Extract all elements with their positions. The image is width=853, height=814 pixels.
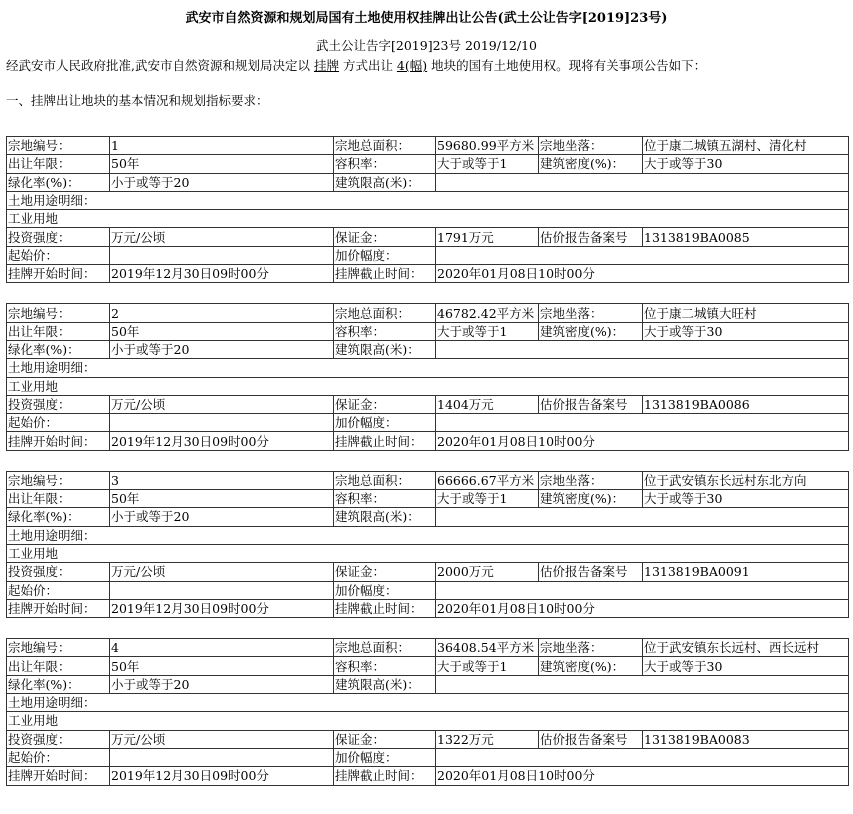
start-time-label: 挂牌开始时间： [7, 265, 110, 283]
table-spacer [6, 451, 848, 471]
deposit-value: 2000万元 [436, 563, 539, 581]
plot-ratio-value: 大于或等于1 [436, 490, 539, 508]
table-row [7, 304, 849, 322]
table-row [7, 490, 849, 508]
end-time-value: 2020年01月08日10时00分 [436, 265, 849, 283]
parcel-table [6, 471, 849, 618]
density-label: 建筑密度(%)： [539, 322, 643, 340]
intro-text-3: 地块的国有土地使用权。现将有关事项公告如下： [427, 58, 707, 73]
term-label: 出让年限： [7, 155, 110, 173]
table-row [7, 246, 849, 264]
table-row [7, 414, 849, 432]
location-label: 宗地坐落： [539, 639, 643, 657]
density-value: 大于或等于30 [643, 490, 849, 508]
start-price-label: 起始价： [7, 748, 110, 766]
table-row [7, 155, 849, 173]
density-label: 建筑密度(%)： [539, 657, 643, 675]
table-row [7, 694, 849, 712]
investment-label: 投资强度： [7, 730, 110, 748]
term-label: 出让年限： [7, 490, 110, 508]
end-time-label: 挂牌截止时间： [334, 432, 436, 450]
density-value: 大于或等于30 [643, 322, 849, 340]
increment-value [436, 748, 849, 766]
appraisal-label: 估价报告备案号 [539, 730, 643, 748]
table-row [7, 471, 849, 489]
location-label: 宗地坐落： [539, 137, 643, 155]
total-area-value: 59680.99平方米 [436, 137, 539, 155]
table-row [7, 767, 849, 785]
table-row [7, 657, 849, 675]
end-time-value: 2020年01月08日10时00分 [436, 432, 849, 450]
increment-label: 加价幅度： [334, 414, 436, 432]
density-value: 大于或等于30 [643, 155, 849, 173]
height-limit-value [436, 340, 849, 358]
investment-value: 万元/公顷 [110, 563, 334, 581]
total-area-value: 36408.54平方米 [436, 639, 539, 657]
usage-value: 工业用地 [7, 544, 849, 562]
auction-method: 挂牌 [313, 58, 339, 73]
total-area-value: 46782.42平方米 [436, 304, 539, 322]
increment-value [436, 246, 849, 264]
term-value: 50年 [110, 155, 334, 173]
density-label: 建筑密度(%)： [539, 490, 643, 508]
plot-ratio-label: 容积率： [334, 155, 436, 173]
increment-label: 加价幅度： [334, 581, 436, 599]
total-area-label: 宗地总面积： [334, 137, 436, 155]
parcel-no-label: 宗地编号： [7, 639, 110, 657]
green-label: 绿化率(%)： [7, 508, 110, 526]
start-price-value [110, 246, 334, 264]
document-number-date: 武土公让告字[2019]23号 2019/12/10 [316, 38, 537, 53]
end-time-value: 2020年01月08日10时00分 [436, 599, 849, 617]
table-row [7, 675, 849, 693]
term-value: 50年 [110, 490, 334, 508]
table-spacer [6, 618, 848, 638]
table-row [7, 526, 849, 544]
table-row [7, 581, 849, 599]
parcel-tables [6, 136, 848, 786]
green-value: 小于或等于20 [110, 173, 334, 191]
height-limit-value [436, 675, 849, 693]
start-price-value [110, 414, 334, 432]
green-value: 小于或等于20 [110, 675, 334, 693]
start-price-value [110, 581, 334, 599]
table-row [7, 377, 849, 395]
table-row [7, 322, 849, 340]
plot-ratio-value: 大于或等于1 [436, 155, 539, 173]
parcel-count: 4(幅) [396, 58, 428, 73]
deposit-label: 保证金： [334, 563, 436, 581]
height-limit-label: 建筑限高(米)： [334, 173, 436, 191]
table-row [7, 599, 849, 617]
usage-value: 工业用地 [7, 210, 849, 228]
parcel-no-value: 1 [110, 137, 334, 155]
deposit-label: 保证金： [334, 730, 436, 748]
deposit-value: 1322万元 [436, 730, 539, 748]
start-price-label: 起始价： [7, 581, 110, 599]
term-value: 50年 [110, 322, 334, 340]
page-title: 武安市自然资源和规划局国有土地使用权挂牌出让公告(武土公让告字[2019]23号) [185, 11, 668, 26]
start-time-value: 2019年12月30日09时00分 [110, 265, 334, 283]
investment-value: 万元/公顷 [110, 730, 334, 748]
height-limit-value [436, 508, 849, 526]
table-row [7, 730, 849, 748]
investment-value: 万元/公顷 [110, 395, 334, 413]
appraisal-label: 估价报告备案号 [539, 563, 643, 581]
start-time-value: 2019年12月30日09时00分 [110, 432, 334, 450]
plot-ratio-label: 容积率： [334, 322, 436, 340]
parcel-no-label: 宗地编号： [7, 471, 110, 489]
plot-ratio-value: 大于或等于1 [436, 657, 539, 675]
table-row [7, 173, 849, 191]
increment-value [436, 581, 849, 599]
end-time-label: 挂牌截止时间： [334, 265, 436, 283]
increment-label: 加价幅度： [334, 246, 436, 264]
deposit-label: 保证金： [334, 228, 436, 246]
green-value: 小于或等于20 [110, 340, 334, 358]
plot-ratio-value: 大于或等于1 [436, 322, 539, 340]
appraisal-label: 估价报告备案号 [539, 228, 643, 246]
table-row [7, 137, 849, 155]
location-value: 位于康二城镇大旺村 [643, 304, 849, 322]
start-price-label: 起始价： [7, 414, 110, 432]
height-limit-label: 建筑限高(米)： [334, 340, 436, 358]
investment-label: 投资强度： [7, 563, 110, 581]
table-row [7, 228, 849, 246]
parcel-no-value: 2 [110, 304, 334, 322]
location-label: 宗地坐落： [539, 471, 643, 489]
table-row [7, 265, 849, 283]
usage-label: 土地用途明细： [7, 191, 849, 209]
height-limit-label: 建筑限高(米)： [334, 675, 436, 693]
parcel-no-value: 4 [110, 639, 334, 657]
total-area-label: 宗地总面积： [334, 639, 436, 657]
investment-value: 万元/公顷 [110, 228, 334, 246]
usage-label: 土地用途明细： [7, 694, 849, 712]
table-row [7, 563, 849, 581]
total-area-value: 66666.67平方米 [436, 471, 539, 489]
term-value: 50年 [110, 657, 334, 675]
increment-value [436, 414, 849, 432]
increment-label: 加价幅度： [334, 748, 436, 766]
usage-label: 土地用途明细： [7, 526, 849, 544]
height-limit-value [436, 173, 849, 191]
deposit-value: 1791万元 [436, 228, 539, 246]
start-time-label: 挂牌开始时间： [7, 767, 110, 785]
plot-ratio-label: 容积率： [334, 657, 436, 675]
start-time-value: 2019年12月30日09时00分 [110, 767, 334, 785]
parcel-no-label: 宗地编号： [7, 304, 110, 322]
term-label: 出让年限： [7, 657, 110, 675]
table-spacer [6, 283, 848, 303]
appraisal-label: 估价报告备案号 [539, 395, 643, 413]
investment-label: 投资强度： [7, 395, 110, 413]
green-label: 绿化率(%)： [7, 340, 110, 358]
deposit-value: 1404万元 [436, 395, 539, 413]
deposit-label: 保证金： [334, 395, 436, 413]
table-row [7, 748, 849, 766]
start-time-label: 挂牌开始时间： [7, 599, 110, 617]
location-label: 宗地坐落： [539, 304, 643, 322]
parcel-table [6, 638, 849, 785]
intro-paragraph [0, 57, 853, 75]
start-price-label: 起始价： [7, 246, 110, 264]
usage-value: 工业用地 [7, 377, 849, 395]
start-time-value: 2019年12月30日09时00分 [110, 599, 334, 617]
end-time-label: 挂牌截止时间： [334, 767, 436, 785]
green-label: 绿化率(%)： [7, 675, 110, 693]
usage-value: 工业用地 [7, 712, 849, 730]
intro-text-2: 方式出让 [338, 58, 397, 73]
intro-text-1: 经武安市人民政府批准,武安市自然资源和规划局决定以 [6, 58, 314, 73]
table-row [7, 395, 849, 413]
appraisal-value: 1313819BA0085 [643, 228, 849, 246]
location-value: 位于武安镇东长远村东北方向 [643, 471, 849, 489]
term-label: 出让年限： [7, 322, 110, 340]
table-row [7, 210, 849, 228]
green-label: 绿化率(%)： [7, 173, 110, 191]
end-time-value: 2020年01月08日10时00分 [436, 767, 849, 785]
start-price-value [110, 748, 334, 766]
table-row [7, 359, 849, 377]
location-value: 位于武安镇东长远村、西长远村 [643, 639, 849, 657]
table-row [7, 432, 849, 450]
total-area-label: 宗地总面积： [334, 304, 436, 322]
total-area-label: 宗地总面积： [334, 471, 436, 489]
table-row [7, 340, 849, 358]
green-value: 小于或等于20 [110, 508, 334, 526]
appraisal-value: 1313819BA0083 [643, 730, 849, 748]
table-row [7, 712, 849, 730]
table-row [7, 544, 849, 562]
usage-label: 土地用途明细： [7, 359, 849, 377]
section-heading: 一、挂牌出让地块的基本情况和规划指标要求： [6, 93, 269, 108]
height-limit-label: 建筑限高(米)： [334, 508, 436, 526]
table-row [7, 508, 849, 526]
density-value: 大于或等于30 [643, 657, 849, 675]
density-label: 建筑密度(%)： [539, 155, 643, 173]
parcel-table [6, 303, 849, 450]
table-row [7, 191, 849, 209]
parcel-no-label: 宗地编号： [7, 137, 110, 155]
end-time-label: 挂牌截止时间： [334, 599, 436, 617]
appraisal-value: 1313819BA0091 [643, 563, 849, 581]
investment-label: 投资强度： [7, 228, 110, 246]
parcel-table [6, 136, 849, 283]
parcel-no-value: 3 [110, 471, 334, 489]
appraisal-value: 1313819BA0086 [643, 395, 849, 413]
start-time-label: 挂牌开始时间： [7, 432, 110, 450]
plot-ratio-label: 容积率： [334, 490, 436, 508]
table-row [7, 639, 849, 657]
location-value: 位于康二城镇五湖村、清化村 [643, 137, 849, 155]
